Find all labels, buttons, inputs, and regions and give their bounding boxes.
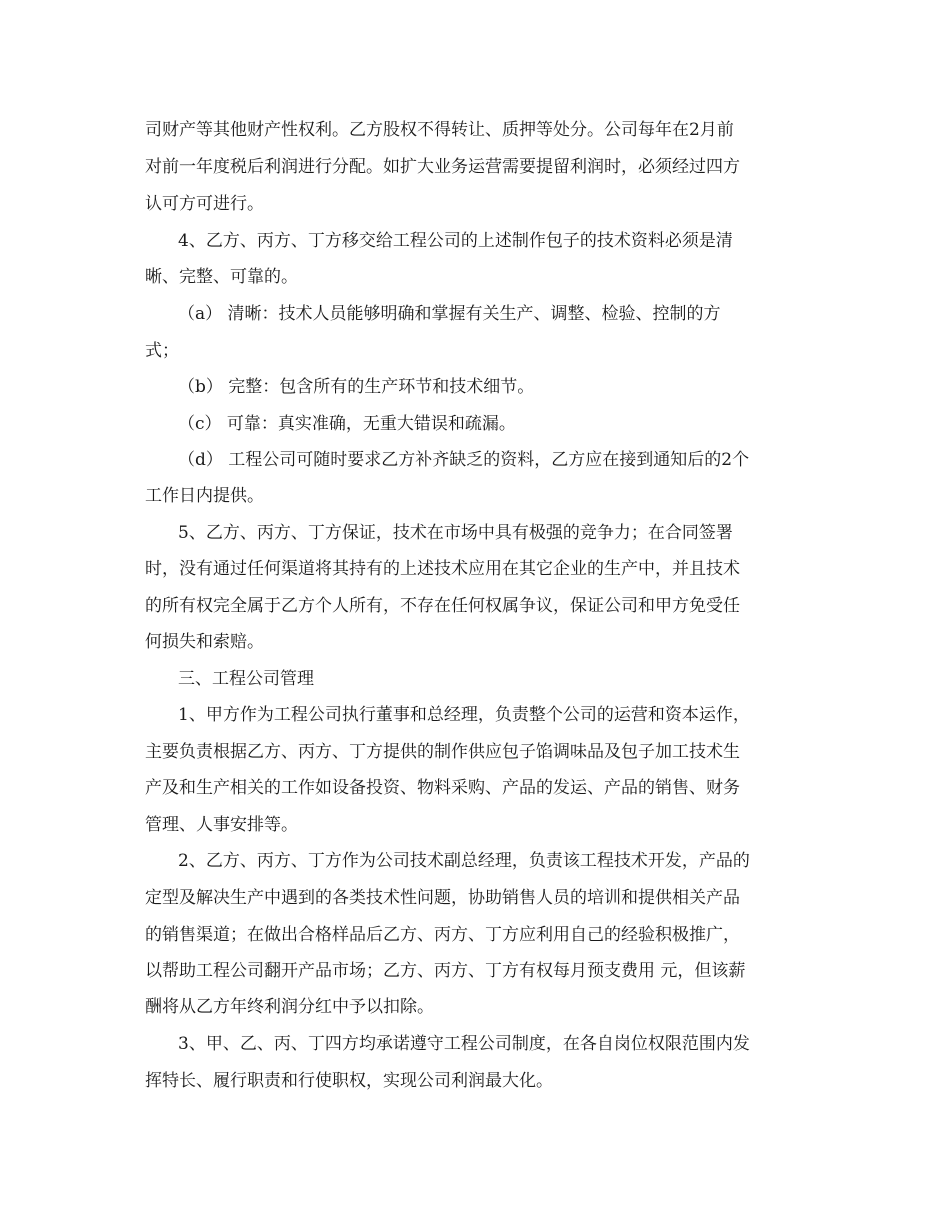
- text-line: 对前一年度税后利润进行分配。如扩大业务运营需要提留利润时，必须经过四方: [145, 157, 740, 177]
- text-line: 定型及解决生产中遇到的各类技术性问题，协助销售人员的培训和提供相关产品: [145, 888, 740, 908]
- section-heading: 三、工程公司管理: [178, 669, 314, 689]
- text-line: 的所有权完全属于乙方个人所有，不存在任何权属争议，保证公司和甲方免受任: [145, 596, 740, 616]
- text-line: 挥特长、履行职责和行使职权，实现公司利润最大化。: [145, 1071, 553, 1091]
- text-line: 时，没有通过任何渠道将其持有的上述技术应用在其它企业的生产中，并且技术: [145, 559, 740, 579]
- text-line: （b） 完整：包含所有的生产环节和技术细节。: [178, 377, 535, 397]
- text-line: 3、甲、乙、丙、丁四方均承诺遵守工程公司制度，在各自岗位权限范围内发: [178, 1034, 750, 1054]
- text-line: （c） 可靠：真实准确，无重大错误和疏漏。: [178, 414, 516, 434]
- text-line: 4、乙方、丙方、丁方移交给工程公司的上述制作包子的技术资料必须是清: [178, 231, 733, 251]
- text-line: 产及和生产相关的工作如设备投资、物料采购、产品的发运、产品的销售、财务: [145, 778, 740, 798]
- text-line: 司财产等其他财产性权利。乙方股权不得转让、质押等处分。公司每年在2月前: [145, 120, 734, 140]
- text-line: 酬将从乙方年终利润分红中予以扣除。: [145, 997, 434, 1017]
- text-line: 工作日内提供。: [145, 486, 264, 506]
- text-line: 主要负责根据乙方、丙方、丁方提供的制作供应包子馅调味品及包子加工技术生: [145, 742, 740, 762]
- text-line: （d） 工程公司可随时要求乙方补齐缺乏的资料，乙方应在接到通知后的2个: [178, 450, 750, 470]
- text-line: 式；: [145, 341, 179, 361]
- text-line: 1、甲方作为工程公司执行董事和总经理，负责整个公司的运营和资本运作，: [178, 705, 750, 725]
- text-line: 何损失和索赔。: [145, 632, 264, 652]
- text-line: （a） 清晰：技术人员能够明确和掌握有关生产、调整、检验、控制的方: [178, 304, 721, 324]
- text-line: 以帮助工程公司翻开产品市场；乙方、丙方、丁方有权每月预支费用 元，但该薪: [145, 961, 746, 981]
- text-line: 5、乙方、丙方、丁方保证，技术在市场中具有极强的竞争力；在合同签署: [178, 523, 733, 543]
- text-line: 的销售渠道；在做出合格样品后乙方、丙方、丁方应利用自己的经验积极推广，: [145, 925, 740, 945]
- text-line: 管理、人事安排等。: [145, 815, 298, 835]
- text-line: 认可方可进行。: [145, 194, 264, 214]
- text-line: 晰、完整、可靠的。: [145, 267, 298, 287]
- text-line: 2、乙方、丙方、丁方作为公司技术副总经理，负责该工程技术开发，产品的: [178, 851, 750, 871]
